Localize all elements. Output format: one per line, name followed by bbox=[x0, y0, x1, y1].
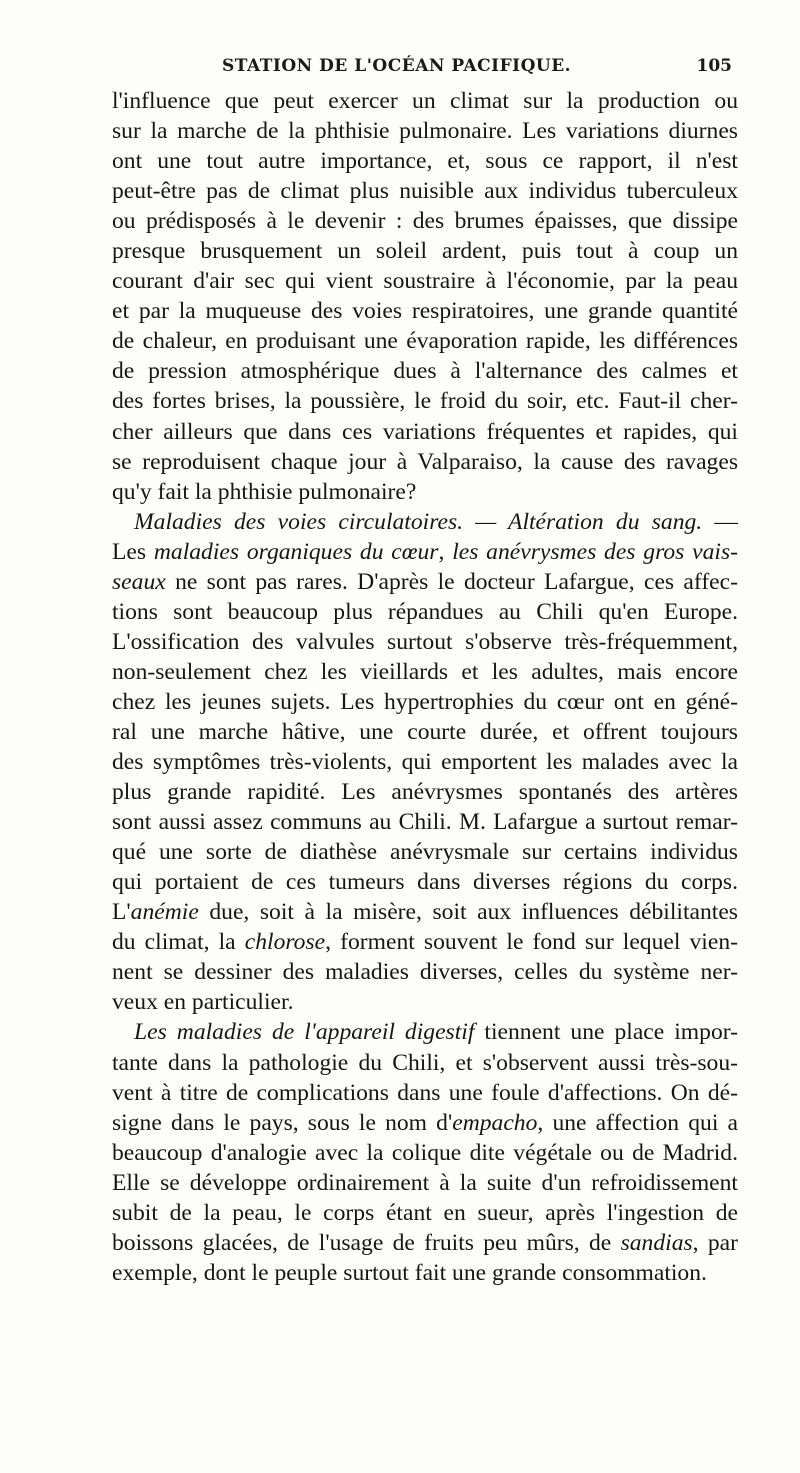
text-line bbox=[112, 1258, 738, 1288]
italic-text: Les maladies de l'appareil digestif bbox=[134, 1019, 475, 1046]
text-run: qu'y fait la phthisie pulmonaire? bbox=[112, 478, 417, 505]
text-run: sur la marche de la phthisie pulmonaire. Les variations diurnes bbox=[112, 118, 738, 145]
text-run: nent se dessiner des maladies diverses, celles du système ner- bbox=[112, 959, 738, 986]
text-line bbox=[112, 747, 738, 777]
text-run: Les bbox=[112, 538, 154, 565]
text-line bbox=[112, 597, 738, 627]
text-line bbox=[112, 236, 738, 266]
text-run: de chaleur, en produisant une évaporation rapide, les différences bbox=[112, 328, 738, 355]
text-run: tions sont beaucoup plus répandues au Chili qu'en Europe. bbox=[112, 598, 738, 625]
italic-text: anémie bbox=[130, 899, 199, 926]
italic-text: Maladies des voies circulatoires. — Altération du sang. bbox=[134, 508, 703, 535]
text-line bbox=[112, 386, 738, 416]
text-run: Elle se développe ordinairement à la suite d'un refroidissement bbox=[112, 1169, 738, 1196]
text-run: qué une sorte de diathèse anévrysmale sur certains individus bbox=[112, 839, 738, 866]
text-run: ne sont pas rares. D'après le docteur Lafargue, ces affec- bbox=[165, 568, 738, 595]
text-line bbox=[112, 687, 738, 717]
text-run: exemple, dont le peuple surtout fait une grande consommation. bbox=[112, 1259, 707, 1286]
text-line bbox=[112, 116, 738, 146]
text-line bbox=[112, 1017, 738, 1047]
text-run: ou prédisposés à le devenir : des brumes épaisses, que dissipe bbox=[112, 208, 738, 235]
text-line bbox=[112, 266, 738, 296]
text-line bbox=[112, 477, 738, 507]
italic-text: maladies organiques du cœur bbox=[153, 538, 439, 565]
text-run: ral une marche hâtive, une courte durée, et offrent toujours bbox=[112, 718, 738, 745]
text-run: due, soit à la misère, soit aux influences débilitantes bbox=[198, 899, 738, 926]
page-number: 105 bbox=[696, 56, 732, 76]
text-run: L'ossification des valvules surtout s'observe très-fréquemment, bbox=[112, 628, 738, 655]
text-run: ont une tout autre importance, et, sous ce rapport, il n'est bbox=[112, 148, 738, 175]
text-line bbox=[112, 987, 738, 1017]
text-run: non-seulement chez les vieillards et les adultes, mais encore bbox=[112, 658, 738, 685]
text-line bbox=[112, 1168, 738, 1198]
text-line bbox=[112, 897, 738, 927]
text-run: des fortes brises, la poussière, le froid du soir, etc. Faut-il cher- bbox=[112, 388, 738, 415]
text-line bbox=[112, 1048, 738, 1078]
text-run: de pression atmosphérique dues à l'alternance des calmes et bbox=[112, 358, 738, 385]
italic-text: empacho bbox=[452, 1109, 538, 1136]
text-run: l'influence que peut exercer un climat sur la production ou bbox=[112, 88, 738, 114]
text-line bbox=[112, 1198, 738, 1228]
text-line bbox=[112, 206, 738, 236]
text-line bbox=[112, 86, 738, 116]
text-run: chez les jeunes sujets. Les hypertrophies du cœur ont en géné- bbox=[112, 688, 738, 715]
text-run: tiennent une place impor- bbox=[474, 1019, 738, 1046]
text-line bbox=[112, 326, 738, 356]
text-run: L' bbox=[112, 899, 131, 926]
text-line bbox=[112, 447, 738, 477]
text-line bbox=[112, 356, 738, 386]
text-run: sont aussi assez communs au Chili. M. Lafargue a surtout remar- bbox=[112, 809, 738, 836]
text-run: et par la muqueuse des voies respiratoires, une grande quantité bbox=[112, 298, 738, 325]
text-run: , par bbox=[692, 1229, 738, 1256]
italic-text: seaux bbox=[112, 568, 166, 595]
text-line bbox=[112, 146, 738, 176]
running-title: STATION DE L'OCÉAN PACIFIQUE. bbox=[222, 56, 572, 76]
text-line bbox=[112, 507, 738, 537]
text-line bbox=[112, 627, 738, 657]
text-run: subit de la peau, le corps étant en sueur, après l'ingestion de bbox=[112, 1199, 738, 1226]
text-line bbox=[112, 777, 738, 807]
italic-text: les anévrysmes des gros vais- bbox=[452, 538, 739, 565]
body-text bbox=[112, 86, 738, 1288]
text-run: , forment souvent le fond sur lequel vien- bbox=[325, 929, 738, 956]
text-line bbox=[112, 417, 738, 447]
text-line bbox=[112, 1228, 738, 1258]
text-line bbox=[112, 1078, 738, 1108]
text-line bbox=[112, 927, 738, 957]
text-run: du climat, la bbox=[112, 929, 245, 956]
text-run: des symptômes très-violents, qui emportent les malades avec la bbox=[112, 749, 738, 776]
text-run: qui portaient de ces tumeurs dans diverses régions du corps. bbox=[112, 869, 738, 896]
paragraph bbox=[112, 507, 738, 1018]
text-line bbox=[112, 837, 738, 867]
paragraph bbox=[112, 86, 738, 507]
text-line bbox=[112, 717, 738, 747]
text-run: boissons glacées, de l'usage de fruits peu mûrs, de bbox=[112, 1229, 621, 1256]
text-run: plus grande rapidité. Les anévrysmes spontanés des artères bbox=[112, 779, 738, 806]
text-line bbox=[112, 1108, 738, 1138]
text-line bbox=[112, 657, 738, 687]
text-run: veux en particulier. bbox=[112, 989, 294, 1016]
text-line bbox=[112, 176, 738, 206]
text-run: peut-être pas de climat plus nuisible aux individus tuberculeux bbox=[112, 178, 738, 205]
text-run: cher ailleurs que dans ces variations fréquentes et rapides, qui bbox=[112, 418, 738, 445]
text-line bbox=[112, 296, 738, 326]
text-line bbox=[112, 867, 738, 897]
text-run: beaucoup d'analogie avec la colique dite végétale ou de Madrid. bbox=[112, 1139, 738, 1166]
text-run: presque brusquement un soleil ardent, puis tout à coup un bbox=[112, 238, 738, 265]
text-line bbox=[112, 567, 738, 597]
page-header bbox=[112, 50, 732, 84]
text-run: , bbox=[438, 538, 453, 565]
text-line bbox=[112, 957, 738, 987]
italic-text: chlorose bbox=[244, 929, 326, 956]
text-run: — bbox=[702, 508, 738, 535]
text-run: courant d'air sec qui vient soustraire à l'économie, par la peau bbox=[112, 268, 738, 295]
paragraph bbox=[112, 1017, 738, 1287]
text-run: vent à titre de complications dans une foule d'affections. On dé- bbox=[112, 1079, 738, 1106]
text-run: signe dans le pays, sous le nom d' bbox=[112, 1109, 453, 1136]
text-line bbox=[112, 537, 738, 567]
italic-text: sandias bbox=[620, 1229, 693, 1256]
text-run: tante dans la pathologie du Chili, et s'observent aussi très-sou- bbox=[112, 1049, 738, 1076]
text-line bbox=[112, 807, 738, 837]
text-run: se reproduisent chaque jour à Valparaiso, la cause des ravages bbox=[112, 448, 738, 475]
text-run: , une affection qui a bbox=[537, 1109, 738, 1136]
text-line bbox=[112, 1138, 738, 1168]
